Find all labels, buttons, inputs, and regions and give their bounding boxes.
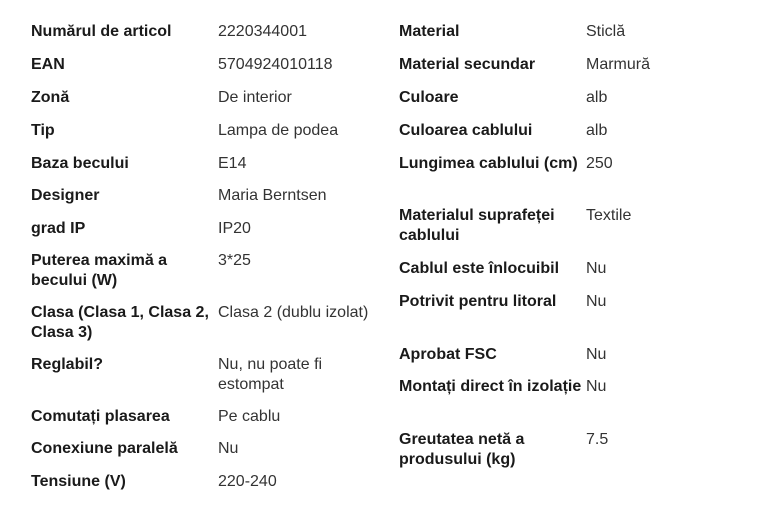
spec-label: Comutați plasarea — [31, 408, 170, 425]
spec-value: Nu — [586, 378, 607, 395]
spec-label: EAN — [31, 56, 65, 73]
spec-row-voltage — [31, 472, 391, 500]
spec-value: Clasa 2 (dublu izolat) — [218, 304, 369, 321]
spec-value: alb — [586, 122, 608, 139]
spec-label: Montați direct în izolație — [399, 378, 582, 395]
spec-label: Material secundar — [399, 56, 536, 73]
spec-label: Material — [399, 23, 460, 40]
spec-value: alb — [586, 89, 608, 106]
spec-row-type — [31, 121, 391, 154]
spec-label: Conexiune paralelă — [31, 440, 178, 457]
spec-value: Nu — [586, 260, 607, 277]
spec-row-bulb-base — [31, 154, 391, 186]
spec-row-cable-length — [399, 154, 759, 206]
spec-value: 7.5 — [586, 431, 609, 448]
spec-label: Tensiune (V) — [31, 473, 126, 490]
spec-value: 3*25 — [218, 252, 251, 269]
spec-label: Cablul este înlocuibil — [399, 260, 560, 277]
spec-row-cable-surface-material — [399, 206, 759, 259]
spec-row-zone — [31, 88, 391, 121]
spec-value: Sticlă — [586, 23, 626, 40]
spec-label: Lungimea cablului (cm) — [399, 155, 578, 172]
spec-row-coastal-suitable — [399, 292, 759, 345]
specs-right-column — [399, 22, 759, 474]
spec-row-ean — [31, 55, 391, 88]
spec-value: 5704924010118 — [218, 56, 333, 73]
spec-label: Culoare — [399, 89, 459, 106]
spec-label: Baza becului — [31, 155, 129, 172]
spec-value: 220-240 — [218, 473, 277, 490]
spec-row-switch-placement — [31, 407, 391, 439]
spec-row-class — [31, 303, 391, 355]
specs-left-column — [31, 22, 391, 500]
spec-row-net-weight — [399, 430, 759, 474]
spec-value: E14 — [218, 155, 247, 172]
spec-row-max-wattage — [31, 251, 391, 303]
spec-value: Nu, nu poate fi estompat — [218, 356, 323, 393]
spec-value: 2220344001 — [218, 23, 307, 40]
spec-row-fsc-approved — [399, 345, 759, 377]
spec-value: 250 — [586, 155, 613, 172]
spec-value: Marmură — [586, 56, 651, 73]
spec-label: Tip — [31, 122, 55, 139]
spec-value: IP20 — [218, 220, 251, 237]
spec-value: Pe cablu — [218, 408, 281, 425]
spec-label: Zonă — [31, 89, 70, 106]
spec-label: Puterea maximă a becului (W) — [31, 252, 168, 289]
spec-row-cable-color — [399, 121, 759, 154]
spec-value: Lampa de podea — [218, 122, 339, 139]
spec-row-material — [399, 22, 759, 55]
spec-label: Numărul de articol — [31, 23, 172, 40]
spec-row-insulation-mount — [399, 377, 759, 430]
spec-value: Nu — [586, 346, 607, 363]
spec-value: Textile — [586, 207, 632, 224]
spec-row-secondary-material — [399, 55, 759, 88]
spec-row-color — [399, 88, 759, 121]
spec-label: Clasa (Clasa 1, Clasa 2, Clasa 3) — [31, 304, 209, 341]
spec-label: Designer — [31, 187, 100, 204]
spec-row-designer — [31, 186, 391, 219]
spec-value: Nu — [586, 293, 607, 310]
spec-label: Reglabil? — [31, 356, 104, 373]
spec-row-dimmable — [31, 355, 391, 407]
spec-label: Aprobat FSC — [399, 346, 497, 363]
spec-label: Culoarea cablului — [399, 122, 533, 139]
spec-label: grad IP — [31, 220, 86, 237]
spec-label: Greutatea netă a produsului (kg) — [399, 431, 525, 468]
spec-row-ip-rating — [31, 219, 391, 251]
spec-value: De interior — [218, 89, 292, 106]
spec-label: Potrivit pentru litoral — [399, 293, 557, 310]
spec-label: Materialul suprafeței cablului — [399, 207, 555, 244]
spec-row-parallel-connection — [31, 439, 391, 472]
spec-value: Nu — [218, 440, 239, 457]
spec-value: Maria Berntsen — [218, 187, 327, 204]
spec-row-article-number — [31, 22, 391, 55]
spec-row-cable-replaceable — [399, 259, 759, 292]
